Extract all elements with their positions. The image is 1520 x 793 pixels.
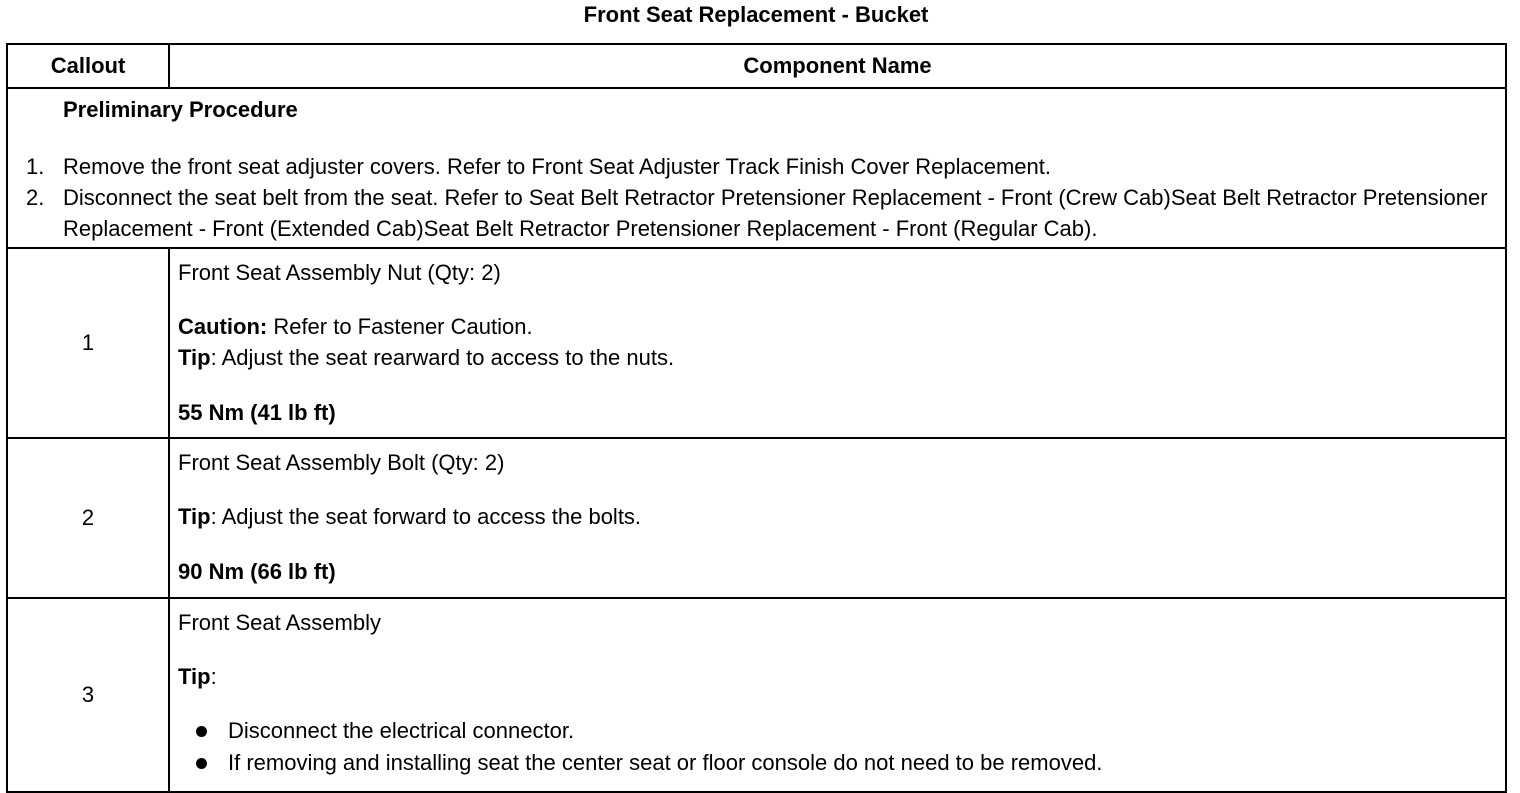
preliminary-step	[8, 151, 1497, 182]
header-component-name: Component Name	[169, 44, 1506, 88]
preliminary-heading: Preliminary Procedure	[63, 97, 298, 122]
component-name: Front Seat Assembly Bolt (Qty: 2)	[178, 450, 505, 475]
bullet-dot-icon	[196, 726, 207, 737]
tip-label: Tip	[178, 504, 211, 529]
preliminary-steps	[8, 151, 1497, 244]
component-name: Front Seat Assembly	[178, 610, 381, 635]
header-callout: Callout	[7, 44, 169, 88]
preliminary-cell	[7, 88, 1506, 248]
list-item	[178, 747, 1497, 779]
tip-line	[178, 342, 1497, 373]
procedure-table	[6, 43, 1507, 793]
step-number: 2.	[26, 185, 45, 210]
caution-label: Caution:	[178, 314, 268, 339]
callout-number: 2	[7, 438, 169, 598]
tip-text: : Adjust the seat rearward to access to the nuts.	[210, 345, 675, 370]
table-row	[7, 248, 1506, 438]
step-text: Remove the front seat adjuster covers. Refer to Front Seat Adjuster Track Finish Cover Replacement.	[63, 154, 1051, 179]
torque-spec: 55 Nm (41 lb ft)	[178, 400, 336, 425]
step-text: Disconnect the seat belt from the seat. Refer to Seat Belt Retractor Pretensioner Replacement - Front (Crew Cab)Seat Belt Retractor Pretensioner Replacement - Front (Extended Cab)Seat Belt Retractor Pretensioner Replacement - Front (Regular Cab).	[63, 185, 1488, 241]
component-name: Front Seat Assembly Nut (Qty: 2)	[178, 260, 501, 285]
torque-spec: 90 Nm (66 lb ft)	[178, 559, 336, 584]
callout-number: 1	[7, 248, 169, 438]
list-item	[178, 715, 1497, 747]
tip-text: :	[210, 664, 217, 689]
bullet-text: If removing and installing seat the center seat or floor console do not need to be removed.	[228, 750, 1103, 775]
bullet-text: Disconnect the electrical connector.	[228, 718, 575, 743]
preliminary-row	[7, 88, 1506, 248]
step-number: 1.	[26, 154, 45, 179]
tip-bullets	[178, 715, 1497, 779]
preliminary-step	[8, 182, 1497, 244]
tip-label: Tip	[178, 664, 211, 689]
table-row	[7, 598, 1506, 792]
tip-line	[178, 501, 1497, 532]
tip-label: Tip	[178, 345, 211, 370]
table-row	[7, 438, 1506, 598]
component-cell	[169, 248, 1506, 438]
bullet-dot-icon	[196, 758, 207, 769]
caution-line	[178, 311, 1497, 342]
callout-number: 3	[7, 598, 169, 792]
component-cell	[169, 598, 1506, 792]
caution-text: Refer to Fastener Caution.	[267, 314, 533, 339]
component-cell	[169, 438, 1506, 598]
tip-text: : Adjust the seat forward to access the bolts.	[210, 504, 642, 529]
header-row	[7, 44, 1506, 88]
document-title: Front Seat Replacement - Bucket	[583, 2, 929, 27]
tip-line	[178, 661, 1497, 692]
